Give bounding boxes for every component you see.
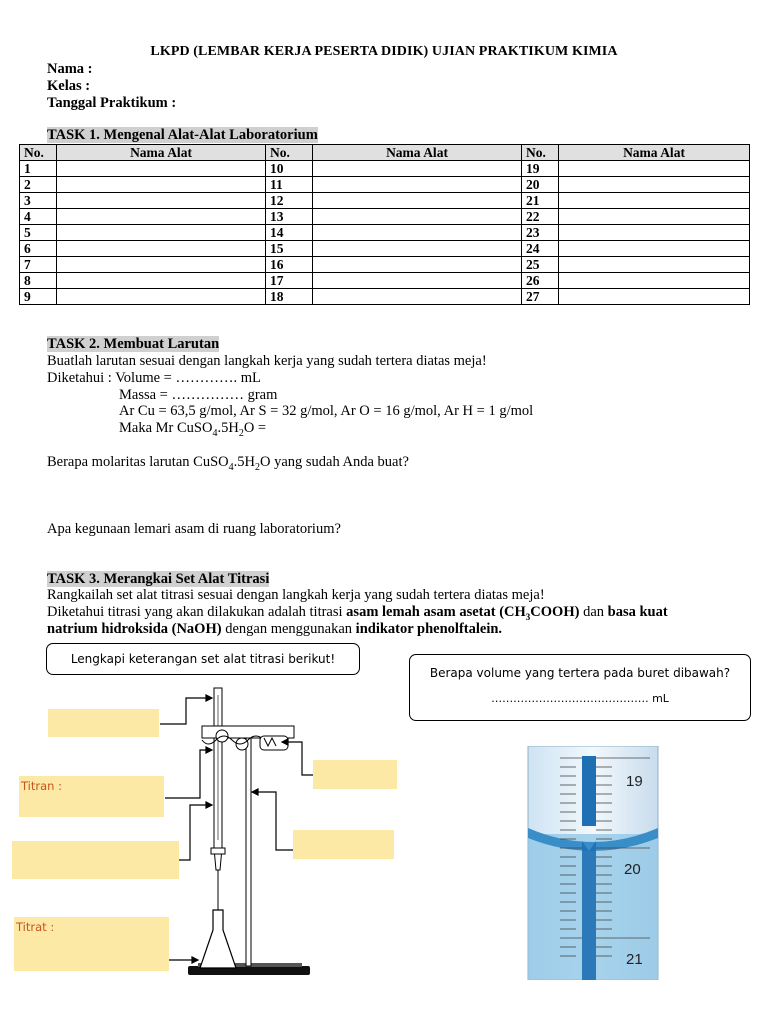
cell-nama-alat[interactable] <box>57 257 266 273</box>
cell-nama-alat[interactable] <box>313 241 522 257</box>
cell-no: 23 <box>522 225 559 241</box>
callout-volume <box>409 654 751 721</box>
cell-nama-alat[interactable] <box>559 289 750 305</box>
cell-nama-alat[interactable] <box>559 161 750 177</box>
table-row <box>20 241 750 257</box>
col-no: No. <box>266 145 313 161</box>
cell-no: 12 <box>266 193 313 209</box>
cell-no: 21 <box>522 193 559 209</box>
buret-tick-label: 19 <box>626 773 643 790</box>
field-tanggal: Tanggal Praktikum : <box>47 95 177 111</box>
mr-text: O = <box>243 420 267 436</box>
cell-nama-alat[interactable] <box>559 257 750 273</box>
cell-nama-alat[interactable] <box>559 193 750 209</box>
cell-no: 14 <box>266 225 313 241</box>
col-nama-alat: Nama Alat <box>313 145 522 161</box>
field-nama: Nama : <box>47 61 93 77</box>
label-titran: Titran : <box>21 779 62 793</box>
cell-no: 24 <box>522 241 559 257</box>
cell-nama-alat[interactable] <box>559 241 750 257</box>
table-row <box>20 209 750 225</box>
tools-table <box>19 144 750 305</box>
task3-known-line2 <box>47 621 502 638</box>
cell-no: 25 <box>522 257 559 273</box>
task3-bold: basa kuat <box>607 604 668 620</box>
q1-text: O yang sudah Anda buat? <box>259 454 409 470</box>
cell-nama-alat[interactable] <box>559 273 750 289</box>
task1-heading <box>47 127 318 144</box>
cell-nama-alat[interactable] <box>313 225 522 241</box>
q1-sub: 4 <box>228 461 234 473</box>
task3-bold: indikator phenolftalein. <box>355 621 503 637</box>
cell-nama-alat[interactable] <box>313 161 522 177</box>
cell-nama-alat[interactable] <box>313 273 522 289</box>
cell-no: 15 <box>266 241 313 257</box>
task2-known-massa: Massa = …………… gram <box>119 387 278 403</box>
callout-volume-question: Berapa volume yang tertera pada buret dibawah? <box>429 666 731 680</box>
cell-no: 22 <box>522 209 559 225</box>
task3-sub: 3 <box>525 611 531 622</box>
q1-text: Berapa molaritas larutan CuSO <box>47 454 229 470</box>
cell-nama-alat[interactable] <box>313 177 522 193</box>
table-row <box>20 225 750 241</box>
cell-no: 17 <box>266 273 313 289</box>
cell-nama-alat[interactable] <box>57 273 266 289</box>
cell-nama-alat[interactable] <box>57 193 266 209</box>
table-row <box>20 193 750 209</box>
task3-heading <box>47 571 269 588</box>
task2-question-lemari: Apa kegunaan lemari asam di ruang laboratorium? <box>47 521 341 537</box>
buret-tick-label: 20 <box>624 861 641 878</box>
buret-closeup <box>520 746 670 980</box>
callout-lengkapi: Lengkapi keterangan set alat titrasi berikut! <box>46 643 360 675</box>
task3-text: dengan menggunakan <box>221 621 356 637</box>
task3-heading-text: TASK 3. Merangkai Set Alat Titrasi <box>47 571 270 587</box>
cell-nama-alat[interactable] <box>559 209 750 225</box>
task3-bold: COOH) <box>530 604 580 620</box>
buret-tick-label: 21 <box>626 951 643 968</box>
mr-sub: 4 <box>212 427 218 439</box>
task3-instruction: Rangkailah set alat titrasi sesuai dengan langkah kerja yang sudah tertera diatas meja! <box>47 587 545 603</box>
table-row <box>20 177 750 193</box>
cell-no: 5 <box>20 225 57 241</box>
cell-nama-alat[interactable] <box>57 225 266 241</box>
mr-text: Maka Mr CuSO <box>119 420 213 436</box>
field-kelas: Kelas : <box>47 78 91 94</box>
q1-sub: 2 <box>254 461 260 473</box>
leader-lines <box>0 680 420 980</box>
cell-no: 9 <box>20 289 57 305</box>
cell-no: 3 <box>20 193 57 209</box>
table-row <box>20 257 750 273</box>
cell-nama-alat[interactable] <box>313 289 522 305</box>
table-row <box>20 273 750 289</box>
cell-no: 7 <box>20 257 57 273</box>
cell-nama-alat[interactable] <box>57 161 266 177</box>
cell-nama-alat[interactable] <box>313 257 522 273</box>
col-no: No. <box>522 145 559 161</box>
col-nama-alat: Nama Alat <box>559 145 750 161</box>
buret-stripe <box>582 756 596 826</box>
table-header-row <box>20 145 750 161</box>
cell-no: 1 <box>20 161 57 177</box>
task3-bold: natrium hidroksida (NaOH) <box>47 621 222 637</box>
cell-nama-alat[interactable] <box>559 225 750 241</box>
cell-no: 16 <box>266 257 313 273</box>
task2-heading-text: TASK 2. Membuat Larutan <box>47 336 220 352</box>
cell-no: 11 <box>266 177 313 193</box>
task2-heading <box>47 336 219 353</box>
task3-text: Diketahui titrasi yang akan dilakukan adalah titrasi <box>47 604 347 620</box>
cell-no: 18 <box>266 289 313 305</box>
cell-no: 2 <box>20 177 57 193</box>
table-row <box>20 289 750 305</box>
task2-instruction: Buatlah larutan sesuai dengan langkah kerja yang sudah tertera diatas meja! <box>47 353 487 369</box>
col-no: No. <box>20 145 57 161</box>
cell-nama-alat[interactable] <box>313 209 522 225</box>
cell-nama-alat[interactable] <box>559 177 750 193</box>
task2-question-molaritas <box>47 454 409 473</box>
cell-no: 26 <box>522 273 559 289</box>
cell-no: 20 <box>522 177 559 193</box>
cell-no: 13 <box>266 209 313 225</box>
task1-heading-text: TASK 1. Mengenal Alat-Alat Laboratorium <box>47 127 318 143</box>
cell-no: 8 <box>20 273 57 289</box>
cell-nama-alat[interactable] <box>57 289 266 305</box>
col-nama-alat: Nama Alat <box>57 145 266 161</box>
mr-sub: 2 <box>238 427 244 439</box>
label-titrat: Titrat : <box>16 920 55 934</box>
task3-known-line1 <box>47 604 668 622</box>
table-row <box>20 161 750 177</box>
cell-nama-alat[interactable] <box>57 241 266 257</box>
callout-volume-answer: ……………………………………. mL <box>491 692 669 705</box>
task3-bold: asam lemah asam asetat (CH <box>346 604 526 620</box>
q1-text: .5H <box>233 454 255 470</box>
cell-no: 27 <box>522 289 559 305</box>
cell-nama-alat[interactable] <box>57 209 266 225</box>
cell-nama-alat[interactable] <box>57 177 266 193</box>
task3-text: dan <box>579 604 608 620</box>
page-title: LKPD (LEMBAR KERJA PESERTA DIDIK) UJIAN PRAKTIKUM KIMIA <box>150 44 618 59</box>
cell-nama-alat[interactable] <box>313 193 522 209</box>
cell-no: 6 <box>20 241 57 257</box>
task2-known-volume: Diketahui : Volume = …………. mL <box>47 370 261 386</box>
task2-mr-line <box>119 420 266 439</box>
cell-no: 10 <box>266 161 313 177</box>
cell-no: 4 <box>20 209 57 225</box>
cell-no: 19 <box>522 161 559 177</box>
mr-text: .5H <box>217 420 239 436</box>
task2-ar-values: Ar Cu = 63,5 g/mol, Ar S = 32 g/mol, Ar O = 16 g/mol, Ar H = 1 g/mol <box>119 403 534 419</box>
